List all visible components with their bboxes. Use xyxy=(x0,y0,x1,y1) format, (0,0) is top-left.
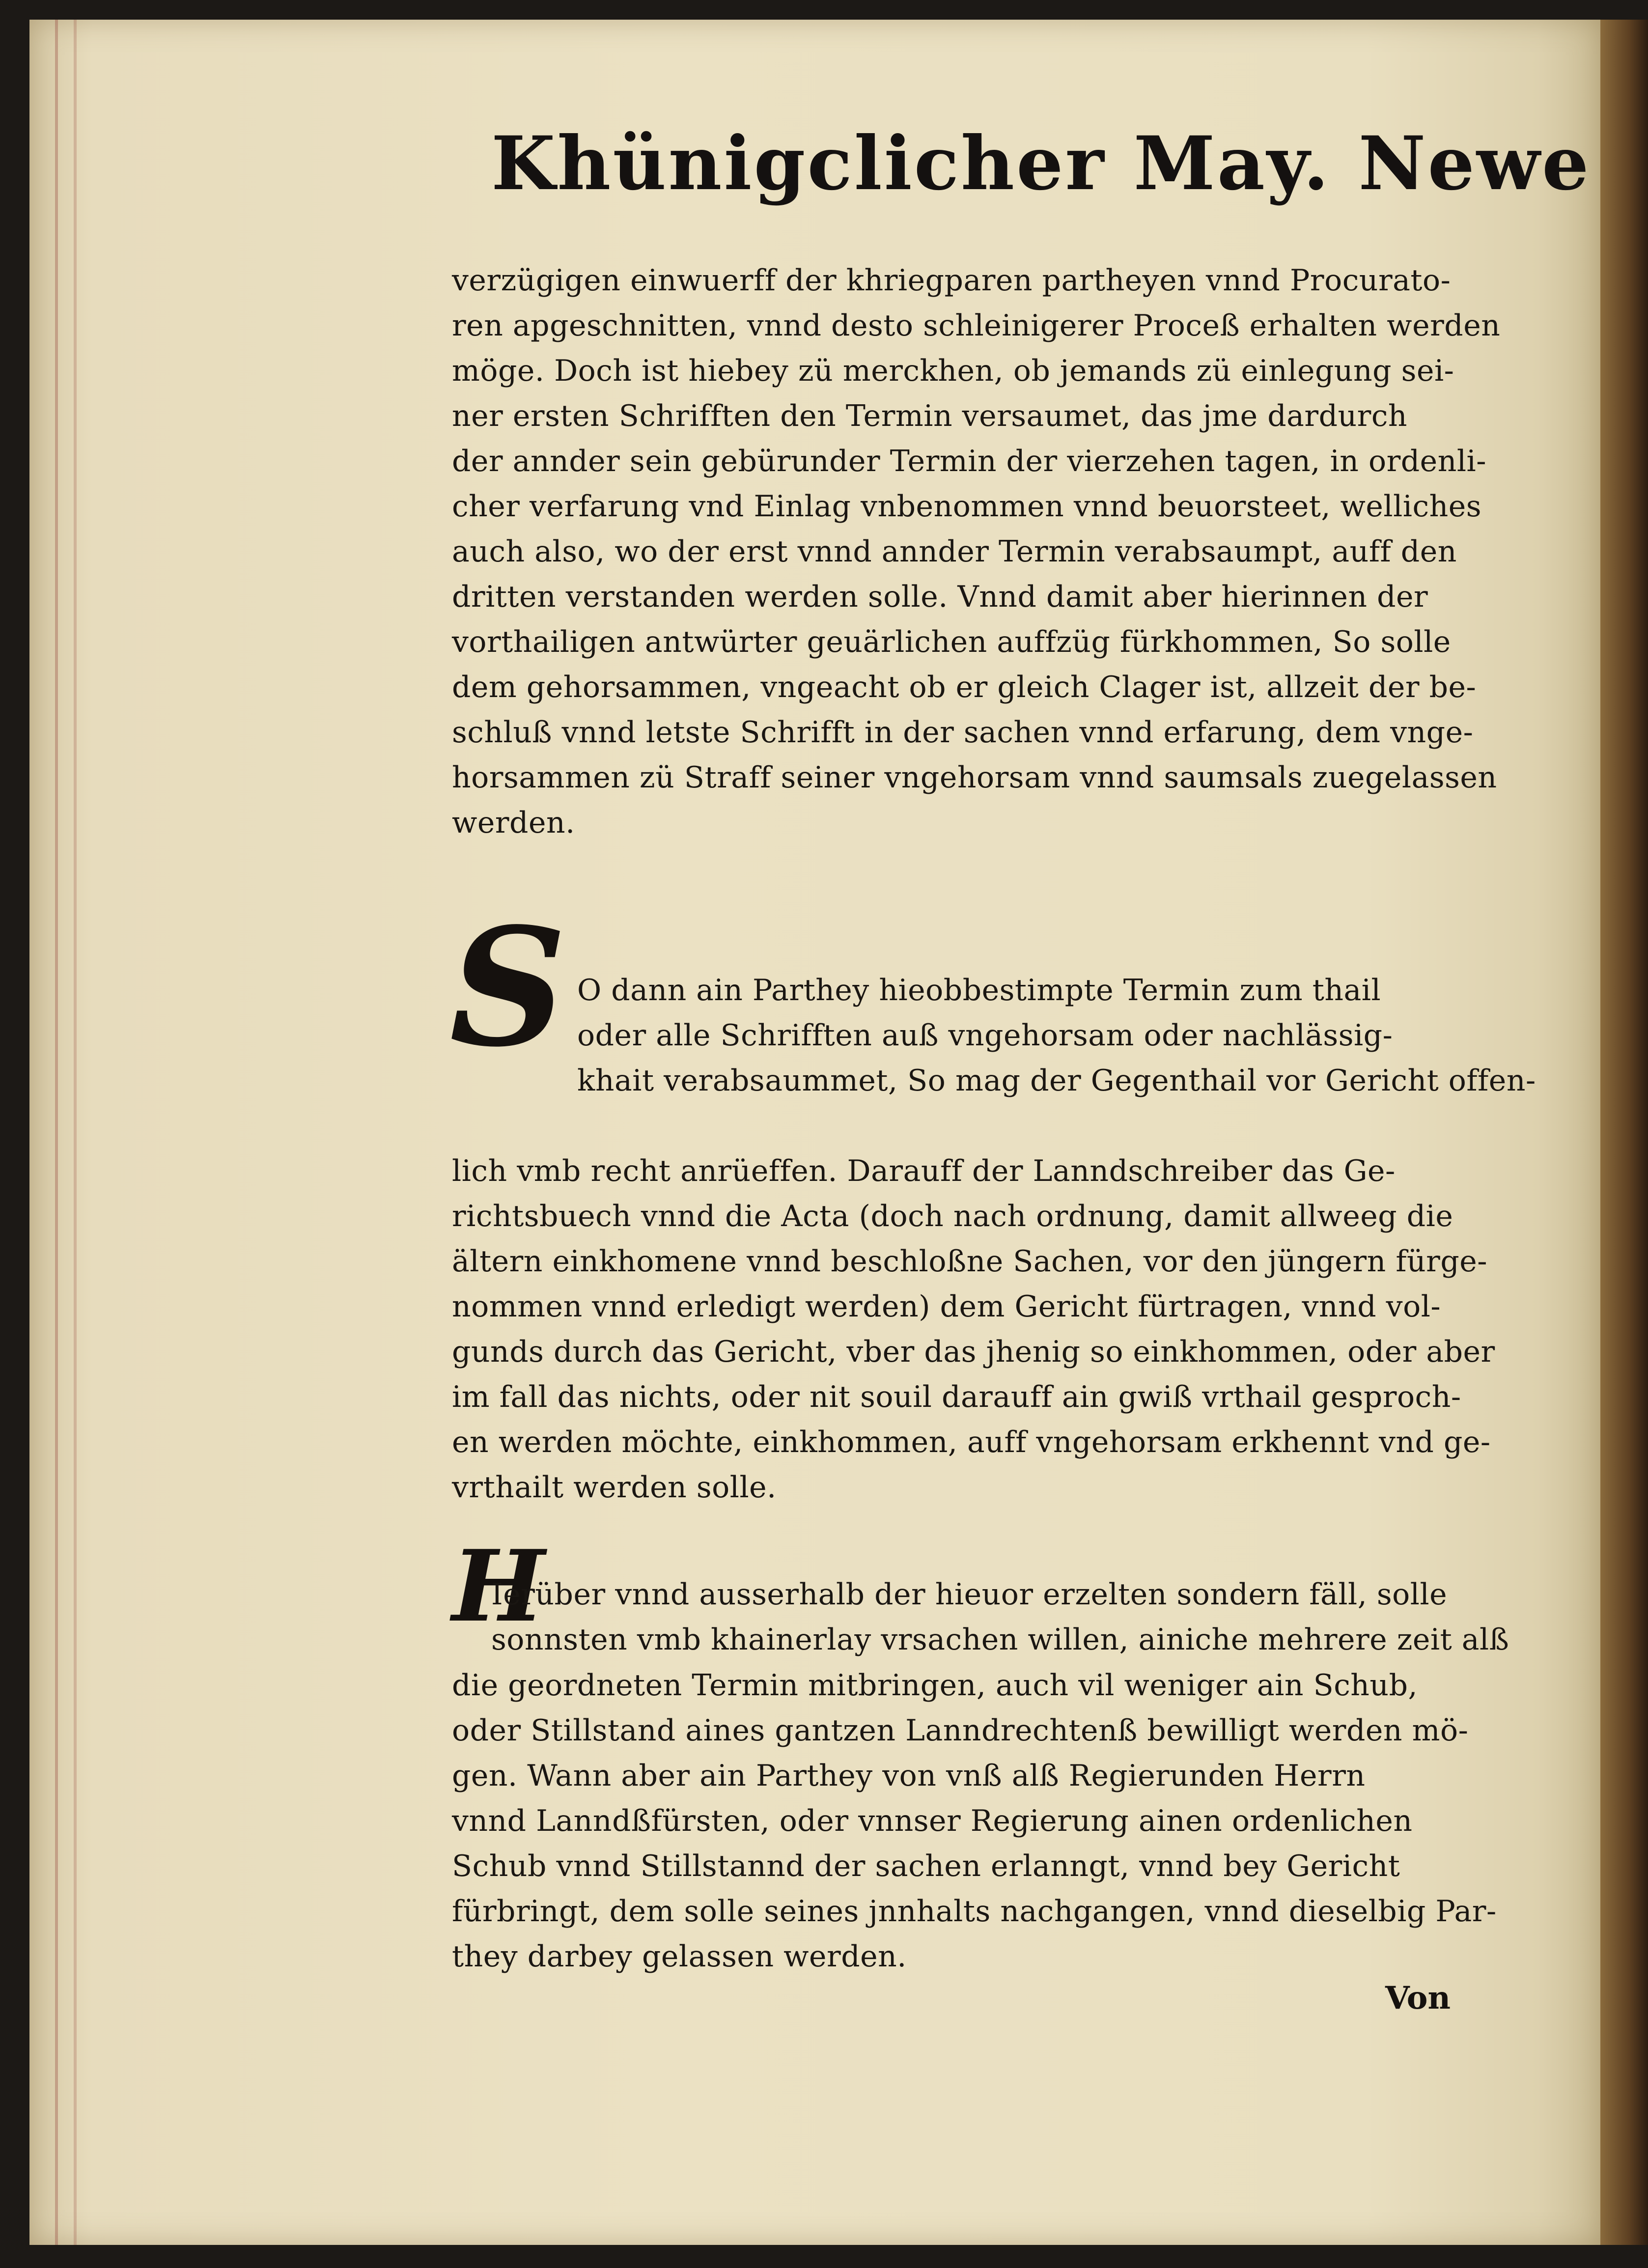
text-line: ner ersten Schrifften den Termin versaumet, das jme dardurch xyxy=(452,399,1408,433)
margin-rule xyxy=(74,20,77,2245)
text-line: die geordneten Termin mitbringen, auch vil weniger ain Schub, xyxy=(452,1668,1418,1703)
text-line: lich vmb recht anrüeffen. Darauff der Lanndschreiber das Ge- xyxy=(452,1154,1396,1188)
text-line: im fall das nichts, oder nit souil darauff ain gwiß vrthail gesproch- xyxy=(452,1380,1461,1414)
text-line: Ierüber vnnd ausserhalb der hieuor erzelten sondern fäll, solle xyxy=(491,1577,1448,1612)
text-line: sonnsten vmb khainerlay vrsachen willen, ainiche mehrere zeit alß xyxy=(491,1623,1509,1657)
text-line: dritten verstanden werden solle. Vnnd damit aber hierinnen der xyxy=(452,580,1428,614)
text-line: vnnd Lanndßfürsten, oder vnnser Regierung ainen ordenlichen xyxy=(452,1804,1413,1838)
text-line: schluß vnnd letste Schrifft in der sachen vnnd erfarung, dem vnge- xyxy=(452,715,1474,750)
text-line: werden. xyxy=(452,806,575,840)
paragraph-2 xyxy=(452,1148,1495,1510)
text-line: dem gehorsammen, vngeacht ob er gleich Clager ist, allzeit der be- xyxy=(452,670,1477,704)
text-line: der annder sein gebürunder Termin der vierzehen tagen, in ordenli- xyxy=(452,444,1486,478)
paragraph-1 xyxy=(452,258,1501,845)
text-line: nommen vnnd erledigt werden) dem Gericht fürtragen, vnnd vol- xyxy=(452,1289,1441,1324)
decorated-initial-s: S xyxy=(449,892,567,1083)
text-line: gunds durch das Gericht, vber das jhenig so einkhommen, oder aber xyxy=(452,1335,1495,1369)
text-line: gen. Wann aber ain Parthey von vnß alß Regierunden Herrn xyxy=(452,1759,1366,1793)
text-line: fürbringt, dem solle seines jnnhalts nachgangen, vnnd dieselbig Par- xyxy=(452,1894,1497,1929)
text-line: ältern einkhomene vnnd beschloßne Sachen, vor den jüngern fürge- xyxy=(452,1244,1488,1279)
text-line: ren apgeschnitten, vnnd desto schleinigerer Proceß erhalten werden xyxy=(452,308,1501,343)
text-line: vorthailigen antwürter geuärlichen auffzüg fürkhommen, So solle xyxy=(452,625,1451,659)
page-edge xyxy=(1600,20,1648,2245)
margin-rule xyxy=(55,20,58,2245)
paragraph-3-opening xyxy=(491,1572,1509,1662)
text-line: khait verabsaummet, So mag der Gegenthail vor Gericht offen- xyxy=(577,1064,1536,1098)
page-heading: Khünigclicher May. Newe xyxy=(491,120,1591,207)
text-line: Schub vnnd Stillstannd der sachen erlanngt, vnnd bey Gericht xyxy=(452,1849,1400,1883)
text-line: they darbey gelassen werden. xyxy=(452,1939,907,1974)
text-line: richtsbuech vnnd die Acta (doch nach ordnung, damit allweeg die xyxy=(452,1199,1453,1233)
text-line: auch also, wo der erst vnnd annder Termin verabsaumpt, auff den xyxy=(452,534,1457,569)
decorated-initial-h: H xyxy=(452,1529,545,1644)
text-line: cher verfarung vnd Einlag vnbenommen vnnd beuorsteet, welliches xyxy=(452,489,1482,524)
text-line: vrthailt werden solle. xyxy=(452,1470,777,1505)
text-line: oder Stillstand aines gantzen Lanndrechtenß bewilligt werden mö- xyxy=(452,1713,1469,1748)
paragraph-2-opening xyxy=(577,968,1536,1103)
catchword: Von xyxy=(1385,1980,1451,2016)
text-line: verzügigen einwuerff der khriegparen partheyen vnnd Procurato- xyxy=(452,263,1451,298)
text-line: oder alle Schrifften auß vngehorsam oder nachlässig- xyxy=(577,1018,1393,1053)
paragraph-3 xyxy=(452,1663,1497,1979)
text-line: horsammen zü Straff seiner vngehorsam vnnd saumsals zuegelassen xyxy=(452,760,1497,795)
text-line: möge. Doch ist hiebey zü merckhen, ob jemands zü einlegung sei- xyxy=(452,354,1454,388)
text-line: en werden möchte, einkhommen, auff vngehorsam erkhennt vnd ge- xyxy=(452,1425,1491,1459)
text-line: O dann ain Parthey hieobbestimpte Termin zum thail xyxy=(577,973,1381,1008)
